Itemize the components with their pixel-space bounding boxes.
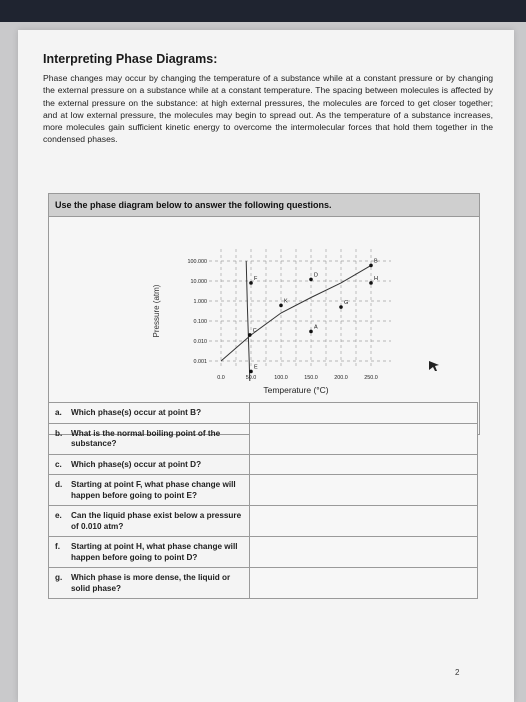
answer-cell[interactable] [249, 423, 477, 454]
point-marker [279, 304, 283, 308]
point-label: A [314, 324, 318, 331]
x-axis-label: Temperature (°C) [263, 385, 329, 395]
questions-table [48, 402, 478, 599]
x-tick-label: 150.0 [304, 375, 318, 381]
point-label: F [254, 275, 258, 282]
panel-title-bar [49, 194, 479, 217]
x-tick-label: 100.0 [274, 375, 288, 381]
y-axis-label: Pressure (atm) [152, 284, 161, 338]
question-letter: b. [55, 428, 63, 438]
point-label: E [254, 364, 258, 371]
answer-cell[interactable] [249, 537, 477, 568]
x-tick-label: 50.0 [245, 375, 257, 381]
question-text: Starting at point H, what phase change will happen before going to point D? [71, 542, 238, 562]
answer-cell[interactable] [249, 568, 477, 599]
point-marker [248, 333, 252, 337]
point-marker [309, 330, 313, 334]
point-marker [369, 264, 373, 268]
question-cell [49, 423, 250, 454]
x-tick-label: 250.0 [364, 375, 378, 381]
question-cell [49, 475, 250, 506]
y-tick-label: 0.100 [193, 319, 207, 325]
point-label: B [374, 258, 378, 265]
y-tick-label: 10.000 [190, 279, 207, 285]
point-marker [339, 305, 343, 309]
question-cell [49, 568, 250, 599]
question-letter: c. [55, 459, 62, 469]
question-cell [49, 506, 250, 537]
y-tick-label: 1.000 [193, 299, 207, 305]
question-cell [49, 403, 250, 424]
point-marker [249, 281, 253, 285]
point-label: G [344, 300, 349, 307]
mouse-cursor-icon [428, 360, 440, 372]
question-letter: a. [55, 408, 62, 417]
question-cell [49, 454, 250, 475]
x-tick-label: 0.0 [217, 375, 225, 381]
point-label: H [374, 275, 378, 282]
point-marker [249, 370, 253, 374]
point-label: C [252, 327, 257, 334]
x-tick-label: 200.0 [334, 375, 348, 381]
window-top-bar [0, 0, 526, 22]
question-row [49, 423, 478, 454]
y-tick-label: 0.010 [193, 339, 207, 345]
answer-cell[interactable] [249, 475, 477, 506]
point-label: D [314, 272, 318, 279]
question-row [49, 568, 478, 599]
point-marker [369, 281, 373, 285]
question-text: Which phase(s) occur at point B? [71, 408, 202, 417]
question-letter: e. [55, 511, 62, 520]
question-row [49, 403, 478, 424]
question-letter: d. [55, 480, 63, 489]
question-text: Starting at point F, what phase change will happen before going to point E? [71, 480, 236, 500]
question-text: What is the normal boiling point of the substance? [71, 428, 221, 448]
answer-cell[interactable] [249, 506, 477, 537]
question-row [49, 537, 478, 568]
panel-title: Use the phase diagram below to answer the following questions. [55, 200, 332, 210]
point-label: K [284, 298, 288, 305]
intro-paragraph: Phase changes may occur by changing the temperature of a substance while at a constant pressure or by changing the external pressure on a substance while at a constant temperature. The spacing between molecules is affected by the external pressure on the substance: at high external pressures, the molecules are forced to get closer together; and at low external pressure, the molecules may begin to spread out. As the temperature of a substance increases, more molecules gain sufficient kinetic energy to overcome the intermolecular forces that hold them together in the condensed phases. [43, 73, 493, 145]
y-tick-label: 0.001 [193, 359, 207, 365]
question-text: Can the liquid phase exist below a pressure of 0.010 atm? [71, 511, 242, 531]
y-tick-label: 100.000 [187, 259, 207, 265]
answer-cell[interactable] [249, 454, 477, 475]
question-row [49, 475, 478, 506]
question-letter: g. [55, 573, 63, 582]
phase-diagram-panel [48, 193, 480, 435]
question-text: Which phase(s) occur at point D? [71, 459, 202, 469]
question-row [49, 454, 478, 475]
page-number: 2 [455, 668, 460, 677]
answer-cell[interactable] [249, 403, 477, 424]
question-cell [49, 537, 250, 568]
question-letter: f. [55, 542, 61, 551]
point-marker [309, 278, 313, 282]
question-row [49, 506, 478, 537]
section-heading: Interpreting Phase Diagrams: [43, 52, 218, 66]
question-text: Which phase is more dense, the liquid or solid phase? [71, 573, 231, 593]
